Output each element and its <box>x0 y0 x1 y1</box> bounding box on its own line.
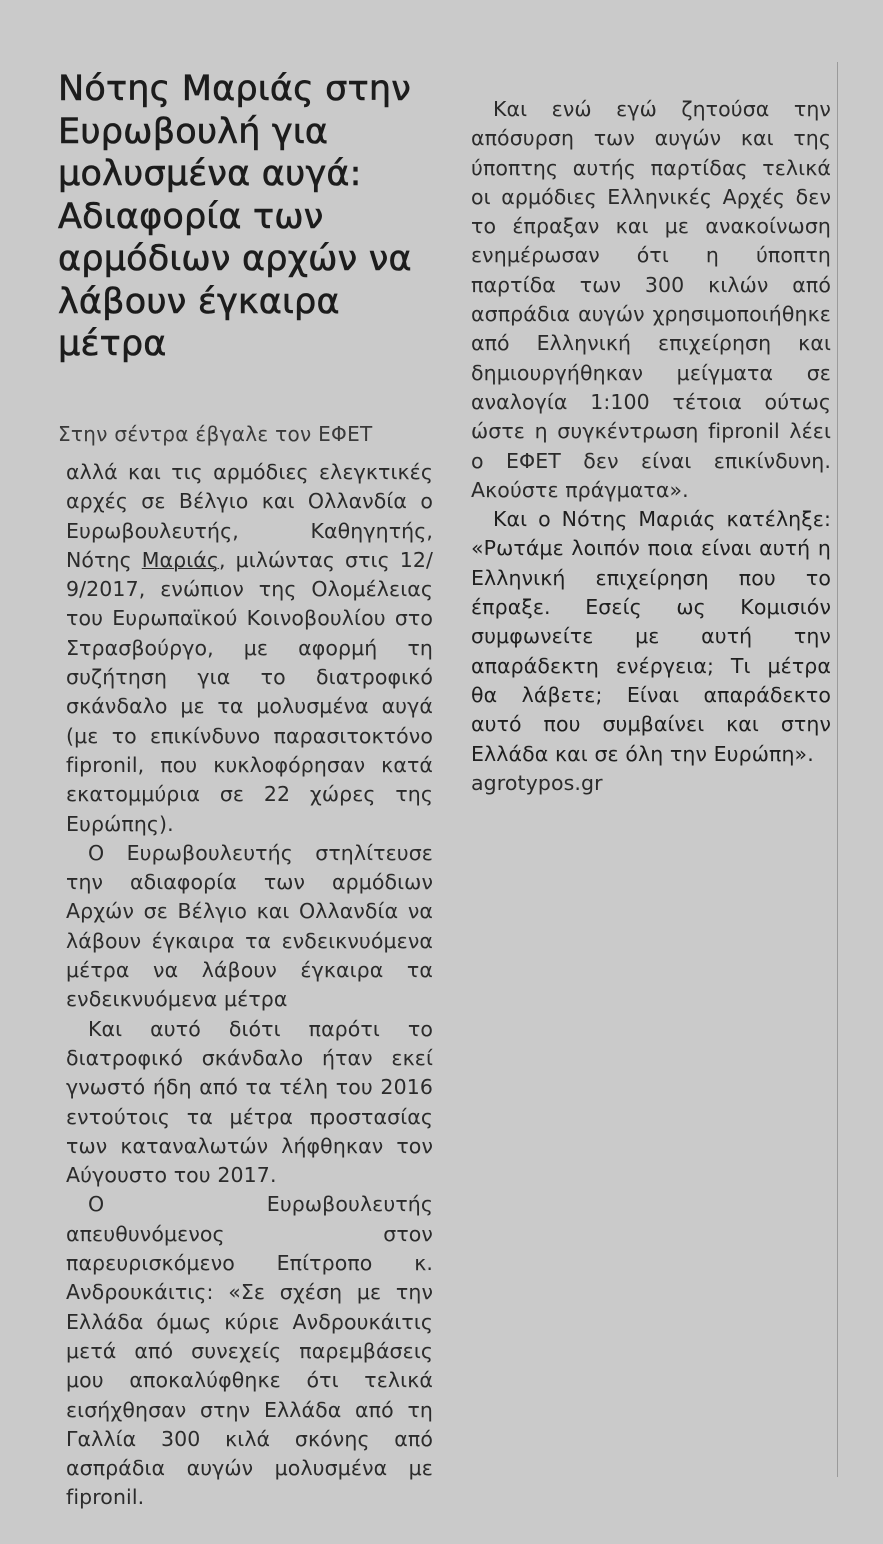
article-subheading: Στην σέντρα έβγαλε τον ΕΦΕΤ <box>58 422 373 446</box>
left-paragraph-1-start: αλλά και τις αρμόδιες ελεγκτικές αρχές σε Βέλγιο και Ολλανδία ο Ευρωβουλευτής, Καθηγητής, Νότης <box>66 460 433 572</box>
left-paragraph-1-end: , μιλώντας στις 12/ 9/2017, ενώπιον της Ολομέλειας του Ευρωπαϊκού Κοινοβουλίου στο Στρασβούργο, με αφορμή τη συζήτηση για το διατροφικό σκάνδαλο με τα μολυσμένα αυγά (με το επικίνδυνο παρασιτοκτόνο fipronil, που κυκλοφόρησαν κατά εκατομμύρια σε 22 χώρες της Ευρώπης). <box>66 547 433 836</box>
column-divider-line <box>837 62 838 1477</box>
left-paragraph-4: Ο Ευρωβουλευτής απευθυνόμενος στον παρευρισκόμενο Επίτροπο κ. Ανδρουκάιτις: «Σε σχέση με την Ελλάδα όμως κύριε Ανδρουκάιτις μετά από συνεχείς παρεμβάσεις μου αποκαλύφθηκε ότι τελικά εισήχθησαν στην Ελλάδα από τη Γαλλία 300 κιλά σκόνης από ασπράδια αυγών μολυσμένα με fipronil. <box>66 1192 433 1510</box>
underlined-name: Μαριάς <box>141 547 220 572</box>
right-paragraph-1: Και ενώ εγώ ζητούσα την απόσυρση των αυγών και της ύποπτης αυτής παρτίδας τελικά οι αρμόδιες Ελληνικές Αρχές δεν το έπραξαν και με ανακοίνωση ενημέρωσαν ότι η ύποπτη παρτίδα των 300 κιλών από ασπράδια αυγών χρησιμοποιήθηκε από Ελληνική επιχείρηση και δημιουργήθηκαν μείγματα σε αναλογία 1:100 τέτοια ούτως ώστε η συγκέντρωση fipronil λέει ο ΕΦΕΤ δεν είναι επικίνδυνη. Ακούστε πράγματα». <box>471 97 831 502</box>
article-source: agrotypos.gr <box>471 770 603 795</box>
left-paragraph-3: Και αυτό διότι παρότι το διατροφικό σκάνδαλο ήταν εκεί γνωστό ήδη από τα τέλη του 2016 εντούτοις τα μέτρα προστασίας των καταναλωτών λήφθηκαν τον Αύγουστο του 2017. <box>66 1016 433 1188</box>
article-headline: Νότης Μαριάς στην Ευρωβουλή για μολυσμένα αυγά: Αδιαφορία των αρμόδιων αρχών να λάβουν έγκαιρα μέτρα <box>58 69 412 364</box>
left-paragraph-1 <box>66 458 433 839</box>
left-paragraph-2: Ο Ευρωβουλευτής στηλίτευσε την αδιαφορία των αρμόδιων Αρχών σε Βέλγιο και Ολλανδία να λάβουν έγκαιρα τα ενδεικνυόμενα μέτρα να λάβουν έγκαιρα τα ενδεικνυόμενα μέτρα <box>66 840 433 1012</box>
right-column <box>471 95 831 798</box>
left-column <box>66 458 433 1513</box>
right-paragraph-2: Και ο Νότης Μαριάς κατέληξε: «Ρωτάμε λοιπόν ποια είναι αυτή η Ελληνική επιχείρηση που το έπραξε. Εσείς ως Κομισιόν συμφωνείτε με αυτή την απαράδεκτη ενέργεια; Τι μέτρα θα λάβετε; Είναι απαράδεκτο αυτό που συμβαίνει και στην Ελλάδα και σε όλη την Ευρώπη». <box>471 507 831 766</box>
